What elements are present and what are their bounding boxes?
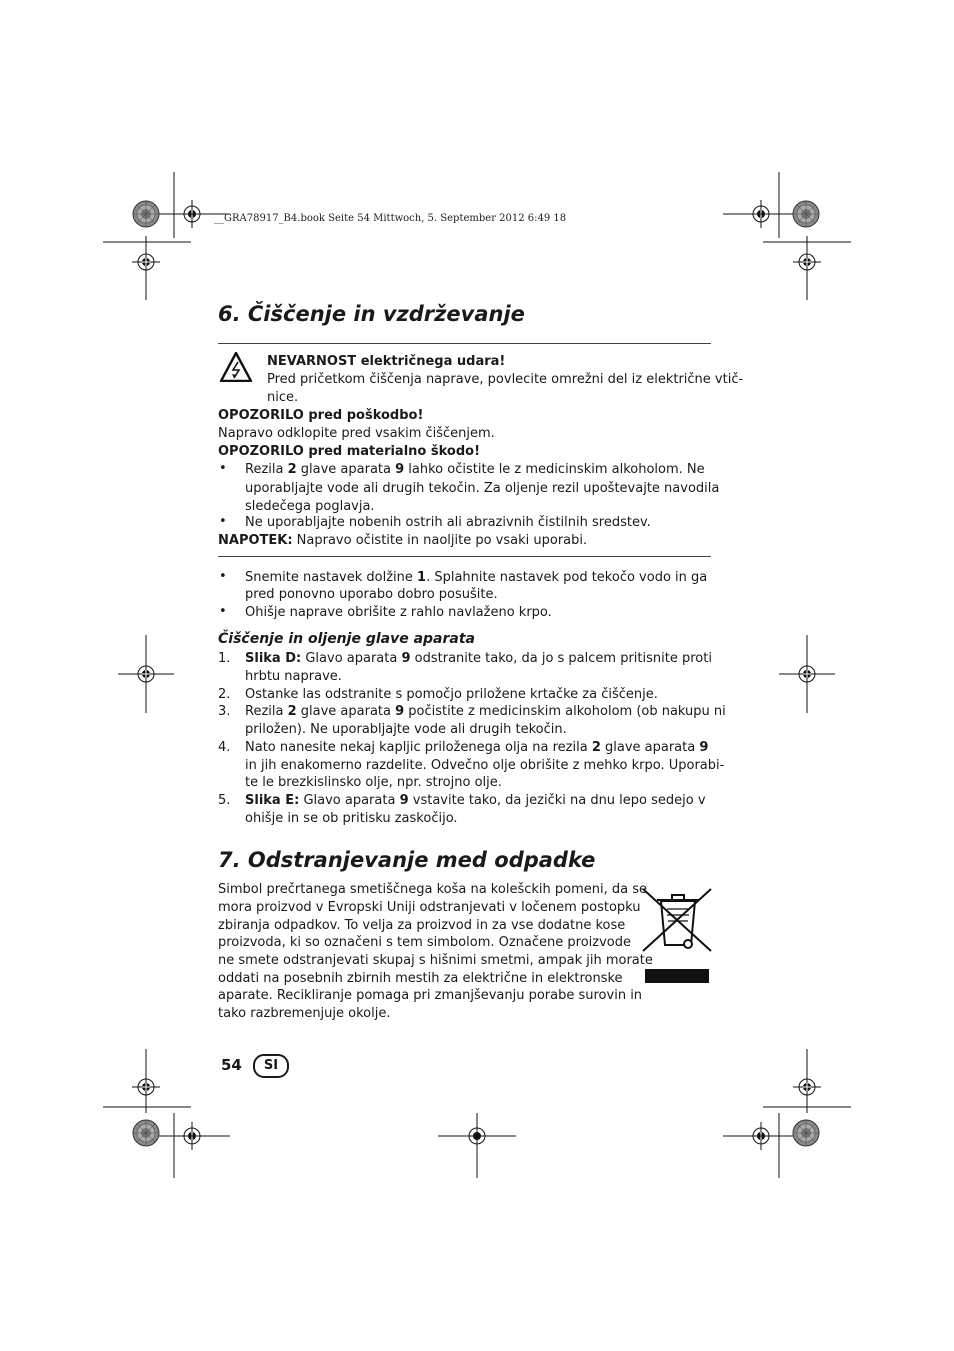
danger-text-line2: nice.: [267, 390, 299, 405]
bullet-symbol: •: [219, 461, 227, 476]
step-4-number: 4.: [218, 740, 231, 755]
step-1-line1: Slika D: Glavo aparata 9 odstranite tako, da jo s palcem pritisnite proti: [245, 651, 712, 666]
warning-injury-heading: OPOZORILO pred poškodbo!: [218, 408, 424, 423]
step-4-line2: in jih enakomerno razdelite. Odvečno olje obrišite z mehko krpo. Uporabi-: [245, 758, 725, 773]
top-rule: [218, 343, 711, 344]
bullet-4: Ohišje naprave obrišite z rahlo navlaženo krpo.: [245, 605, 552, 620]
step-4-line1: Nato nanesite nekaj kapljic priloženega olja na rezila 2 glave aparata 9: [245, 740, 709, 755]
print-header-line: __GRA78917_B4.book Seite 54 Mittwoch, 5. September 2012 6:49 18: [214, 213, 567, 224]
step-1-number: 1.: [218, 651, 231, 666]
warning-injury-text: Napravo odklopite pred vsakim čiščenjem.: [218, 426, 495, 441]
step-1-line2: hrbtu naprave.: [245, 669, 342, 684]
bullet-symbol: •: [219, 514, 227, 529]
crossed-out-wheelie-bin-icon: [641, 887, 713, 985]
step-2-number: 2.: [218, 687, 231, 702]
step-5-number: 5.: [218, 793, 231, 808]
disposal-text-line: zbiranja odpadkov. To velja za proizvod in za vse dodatne kose: [218, 918, 626, 933]
step-3-line1: Rezila 2 glave aparata 9 počistite z medicinskim alkoholom (ob nakupu ni: [245, 704, 726, 719]
subsection-title: Čiščenje in oljenje glave aparata: [218, 631, 475, 647]
page-number: 54: [221, 1056, 242, 1074]
disposal-text-line: aparate. Recikliranje pomaga pri zmanjševanju porabe surovin in: [218, 988, 643, 1003]
danger-heading: NEVARNOST električnega udara!: [267, 354, 506, 369]
disposal-text-line: mora proizvod v Evropski Uniji odstranjevati v ločenem postopku: [218, 900, 641, 915]
box-bullet-1-line1: Rezila 2 glave aparata 9 lahko očistite le z medicinskim alkoholom. Ne: [245, 462, 705, 477]
box-bullet-1-line3: sledečega poglavja.: [245, 499, 375, 514]
step-3-number: 3.: [218, 704, 231, 719]
bullet-symbol: •: [219, 569, 227, 584]
step-5-line1: Slika E: Glavo aparata 9 vstavite tako, da jezički na dnu lepo sedejo v: [245, 793, 706, 808]
disposal-text-line: proizvoda, ki so označeni s tem simbolom. Označene proizvode: [218, 935, 631, 950]
disposal-text-line: ne smete odstranjevati skupaj s hišnimi smetmi, ampak jih morate: [218, 953, 653, 968]
language-badge: SI: [253, 1054, 289, 1078]
step-2-line1: Ostanke las odstranite s pomočjo priložene krtačke za čiščenje.: [245, 687, 658, 702]
step-5-line2: ohišje in se ob pritisku zaskočijo.: [245, 811, 458, 826]
bullet-symbol: •: [219, 604, 227, 619]
box-bullet-1-line2: uporabljajte vode ali drugih tekočin. Za oljenje rezil upoštevajte navodila: [245, 481, 720, 496]
section-7-title: 7. Odstranjevanje med odpadke: [218, 848, 596, 872]
disposal-text-line: Simbol prečrtanega smetiščnega koša na kolešckih pomeni, da se: [218, 882, 647, 897]
box-bullet-2: Ne uporabljajte nobenih ostrih ali abrazivnih čistilnih sredstev.: [245, 515, 651, 530]
note-line: NAPOTEK: Napravo očistite in naoljite po vsaki uporabi.: [218, 533, 588, 548]
disposal-text-line: oddati na posebnih zbirnih mestih za električne in elektronske: [218, 971, 623, 986]
bullet-3-line1: Snemite nastavek dolžine 1. Splahnite nastavek pod tekočo vodo in ga: [245, 570, 708, 585]
section-6-title: 6. Čiščenje in vzdrževanje: [218, 302, 525, 326]
bullet-3-line2: pred ponovno uporabo dobro posušite.: [245, 587, 498, 602]
bottom-rule: [218, 556, 711, 557]
warning-material-heading: OPOZORILO pred materialno škodo!: [218, 444, 481, 459]
warning-triangle-lightning-icon: [220, 352, 252, 382]
disposal-text-line: tako razbremenjuje okolje.: [218, 1006, 391, 1021]
danger-text-line1: Pred pričetkom čiščenja naprave, povlecite omrežni del iz električne vtič-: [267, 372, 744, 387]
step-4-line3: te le brezkislinsko olje, npr. strojno olje.: [245, 775, 502, 790]
step-3-line2: priložen). Ne uporabljajte vode ali drugih tekočin.: [245, 722, 567, 737]
